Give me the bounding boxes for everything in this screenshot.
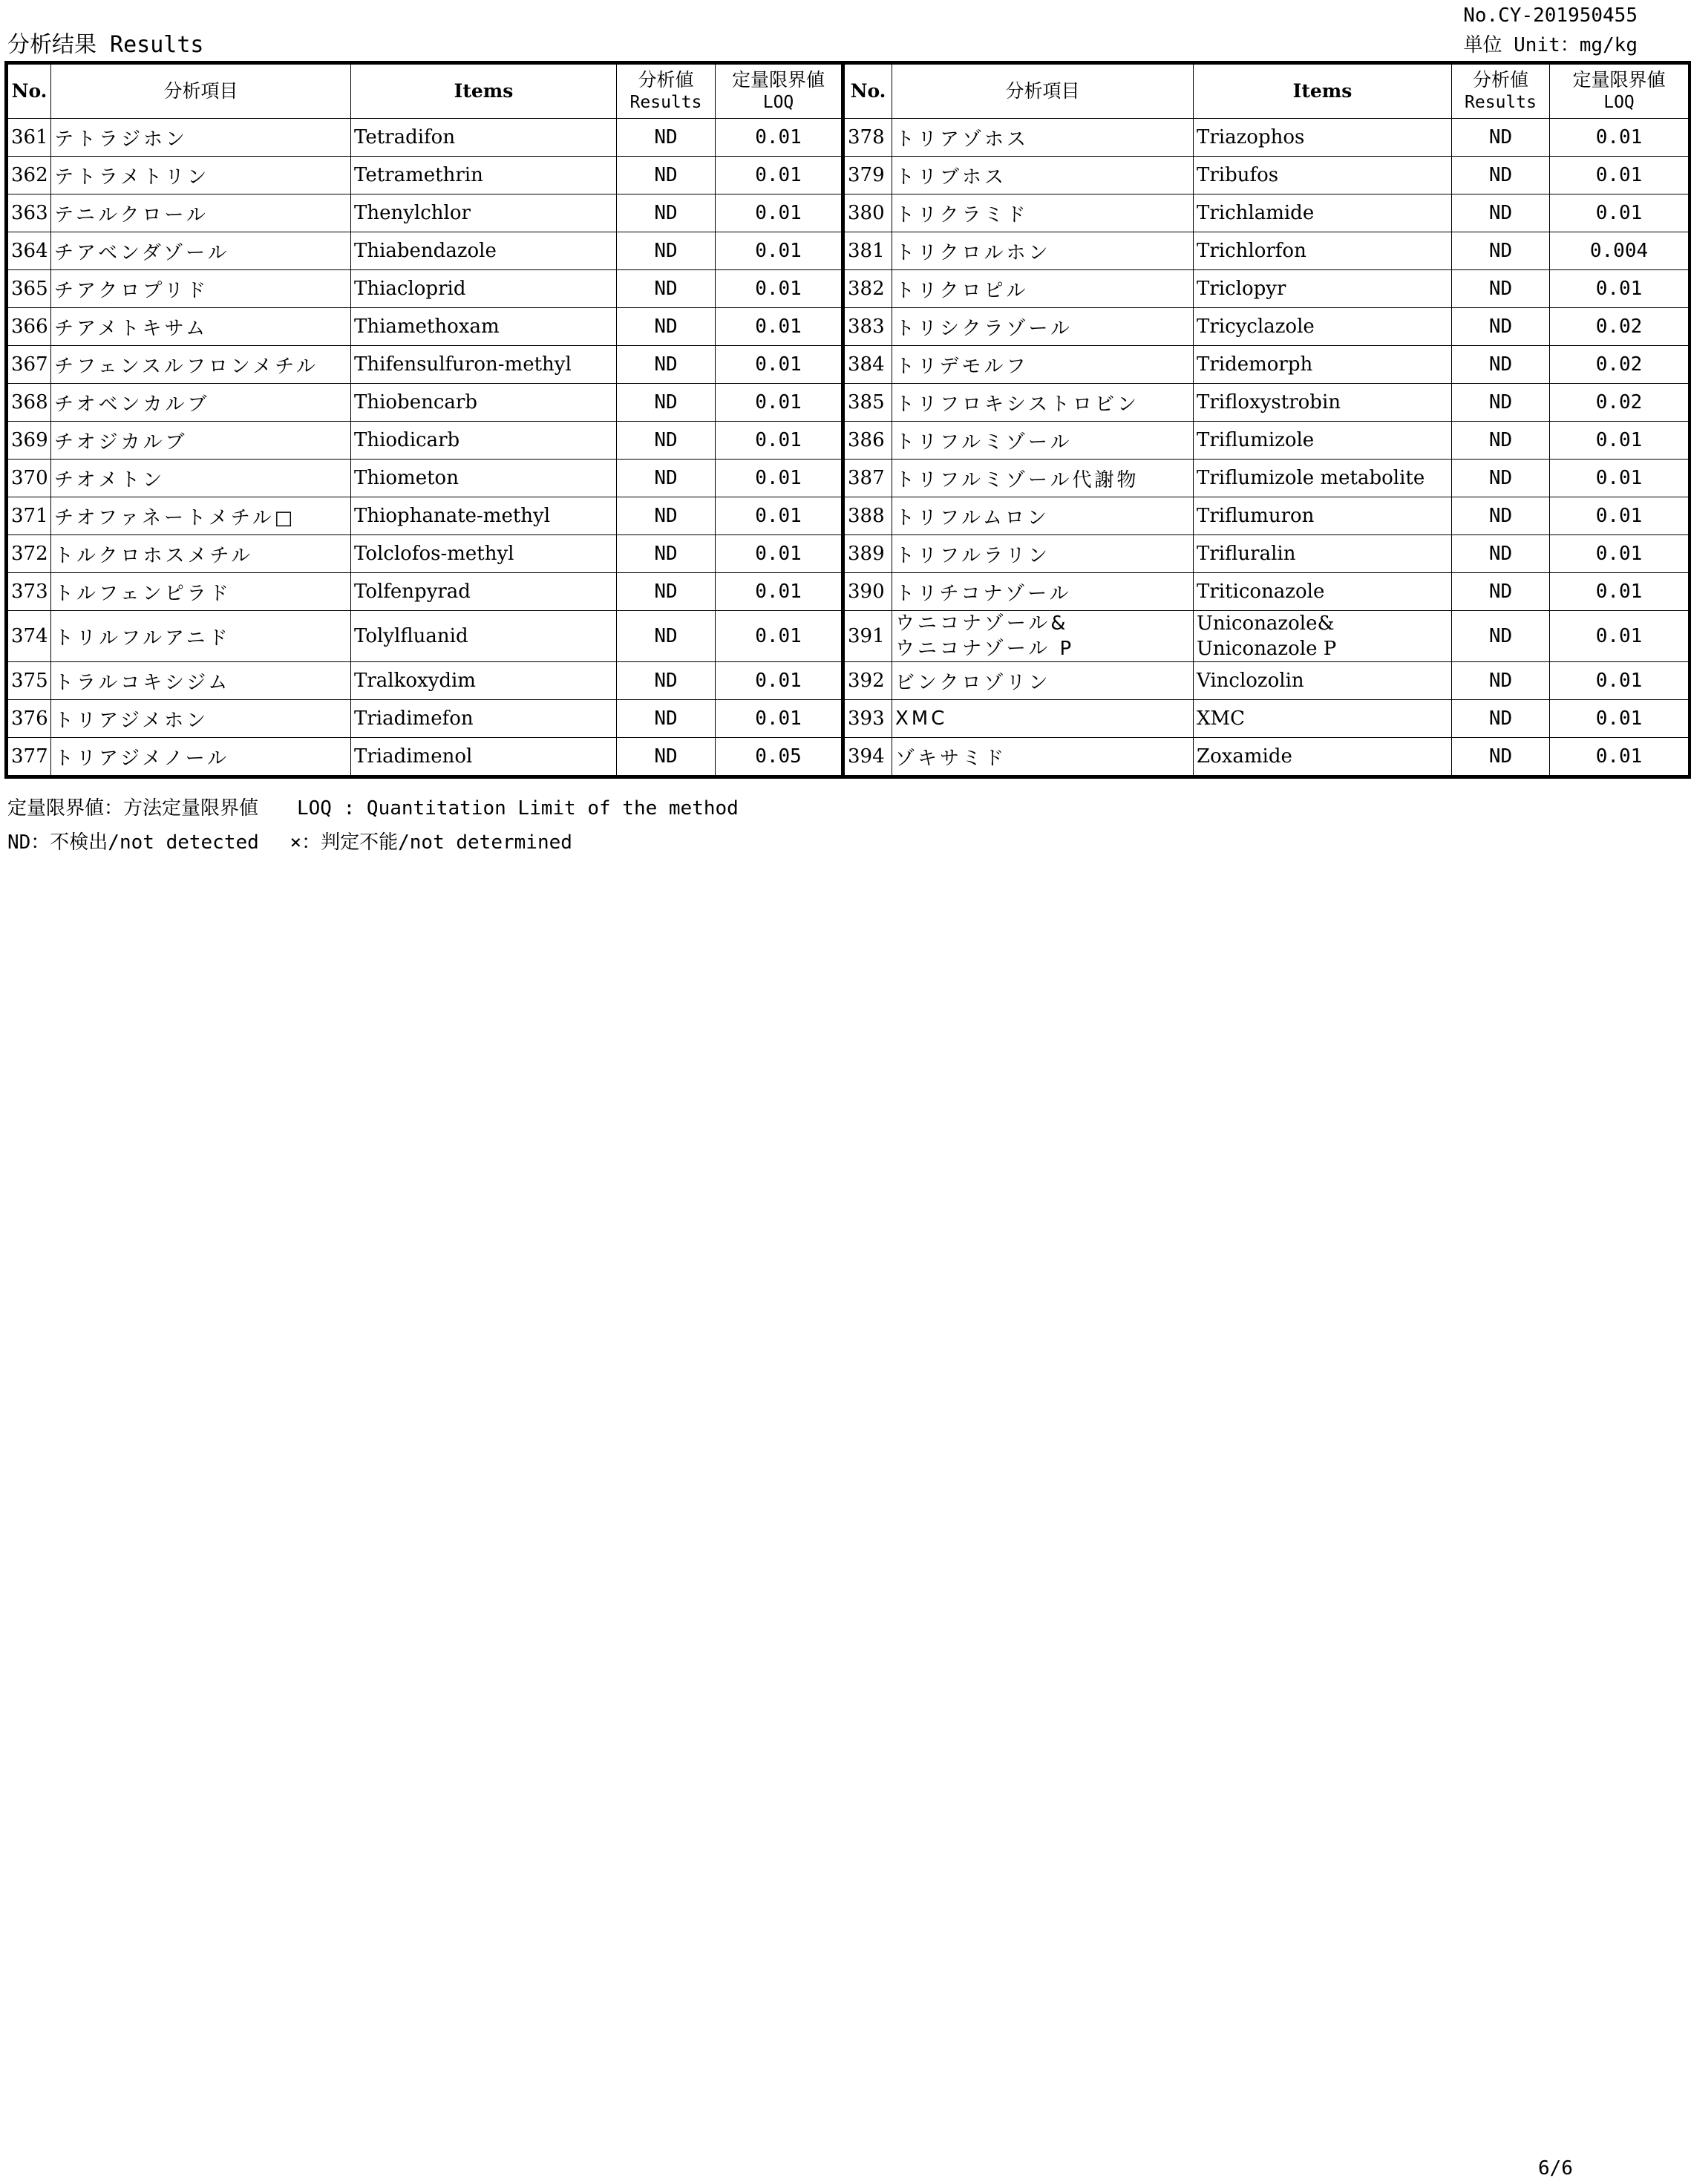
right-item-en-cell: Triazophos — [1194, 119, 1452, 157]
right-item-jp-cell: ビンクロゾリン — [892, 662, 1194, 700]
right-no-cell: 385 — [843, 384, 892, 422]
table-row — [7, 573, 1690, 611]
right-item-en-cell: Triflumizole metabolite — [1194, 460, 1452, 497]
left-item-jp-cell: トラルコキシジム — [51, 662, 351, 700]
right-item-jp-cell: トリチコナゾール — [892, 573, 1194, 611]
right-item-en-cell: Trichlamide — [1194, 194, 1452, 232]
left-item-en-cell: Triadimenol — [351, 738, 617, 777]
left-result-cell: ND — [617, 346, 716, 384]
col-no-right: No. — [843, 63, 892, 119]
left-result-cell: ND — [617, 119, 716, 157]
left-result-cell: ND — [617, 611, 716, 662]
right-result-cell: ND — [1452, 738, 1550, 777]
right-loq-cell: 0.01 — [1550, 270, 1690, 308]
left-result-cell: ND — [617, 738, 716, 777]
legend-nd: ND：不検出/not detected ×：判定不能/not determined — [7, 831, 572, 854]
left-item-jp-cell: チフェンスルフロンメチル — [51, 346, 351, 384]
left-result-cell: ND — [617, 308, 716, 346]
left-item-jp-cell: トリルフルアニド — [51, 611, 351, 662]
left-item-en-cell: Tolfenpyrad — [351, 573, 617, 611]
left-no-cell: 374 — [7, 611, 51, 662]
left-item-jp-cell: チオベンカルブ — [51, 384, 351, 422]
left-item-jp-cell: チオジカルブ — [51, 422, 351, 460]
col-no-left: No. — [7, 63, 51, 119]
right-loq-cell: 0.004 — [1550, 232, 1690, 270]
left-result-cell: ND — [617, 422, 716, 460]
col-item-jp-left: 分析項目 — [51, 63, 351, 119]
right-item-jp-cell: トリフロキシストロビン — [892, 384, 1194, 422]
left-item-en-cell: Thenylchlor — [351, 194, 617, 232]
right-no-cell: 389 — [843, 535, 892, 573]
right-no-cell: 380 — [843, 194, 892, 232]
left-no-cell: 365 — [7, 270, 51, 308]
table-row — [7, 194, 1690, 232]
right-item-jp-cell: トリフルラリン — [892, 535, 1194, 573]
right-result-cell: ND — [1452, 384, 1550, 422]
results-jp-label: 分析値 — [638, 69, 694, 91]
left-item-en-cell: Tralkoxydim — [351, 662, 617, 700]
item-en-line-2: Uniconazole P — [1197, 638, 1337, 660]
right-no-cell: 382 — [843, 270, 892, 308]
right-item-jp-cell: トリクラミド — [892, 194, 1194, 232]
right-loq-cell: 0.01 — [1550, 700, 1690, 738]
left-loq-cell: 0.01 — [716, 270, 843, 308]
left-loq-cell: 0.01 — [716, 497, 843, 535]
table-row — [7, 662, 1690, 700]
left-loq-cell: 0.01 — [716, 460, 843, 497]
right-result-cell: ND — [1452, 611, 1550, 662]
col-loq-left — [716, 63, 843, 119]
left-result-cell: ND — [617, 270, 716, 308]
right-item-jp-cell: XMC — [892, 700, 1194, 738]
left-item-en-cell: Tolylfluanid — [351, 611, 617, 662]
left-loq-cell: 0.01 — [716, 573, 843, 611]
right-item-en-cell: Trichlorfon — [1194, 232, 1452, 270]
right-result-cell: ND — [1452, 270, 1550, 308]
left-item-jp-cell: チアクロプリド — [51, 270, 351, 308]
right-result-cell: ND — [1452, 497, 1550, 535]
right-item-jp-cell: トリアゾホス — [892, 119, 1194, 157]
left-no-cell: 364 — [7, 232, 51, 270]
right-item-jp-cell: ゾキサミド — [892, 738, 1194, 777]
left-item-jp-cell: トルクロホスメチル — [51, 535, 351, 573]
table-row — [7, 384, 1690, 422]
table-row — [7, 157, 1690, 194]
page-number: 6/6 — [1538, 2157, 1573, 2180]
results-jp-label: 分析値 — [1472, 69, 1528, 91]
table-row — [7, 422, 1690, 460]
document-number: No.CY-201950455 — [1463, 4, 1638, 27]
right-result-cell: ND — [1452, 662, 1550, 700]
right-item-en-cell: Triflumizole — [1194, 422, 1452, 460]
left-loq-cell: 0.01 — [716, 157, 843, 194]
loq-jp-label: 定量限界値 — [731, 69, 825, 91]
right-result-cell: ND — [1452, 535, 1550, 573]
right-result-cell: ND — [1452, 308, 1550, 346]
left-item-en-cell: Triadimefon — [351, 700, 617, 738]
left-loq-cell: 0.01 — [716, 308, 843, 346]
col-item-jp-right: 分析項目 — [892, 63, 1194, 119]
left-item-en-cell: Thiabendazole — [351, 232, 617, 270]
left-item-en-cell: Tetradifon — [351, 119, 617, 157]
left-item-jp-cell: テトラメトリン — [51, 157, 351, 194]
right-item-en-cell: Tricyclazole — [1194, 308, 1452, 346]
left-no-cell: 370 — [7, 460, 51, 497]
left-result-cell: ND — [617, 573, 716, 611]
right-result-cell: ND — [1452, 194, 1550, 232]
col-loq-right — [1550, 63, 1690, 119]
right-loq-cell: 0.02 — [1550, 384, 1690, 422]
left-result-cell: ND — [617, 700, 716, 738]
left-item-en-cell: Thiodicarb — [351, 422, 617, 460]
left-item-jp-cell: チオファネートメチル□ — [51, 497, 351, 535]
right-loq-cell: 0.01 — [1550, 535, 1690, 573]
right-no-cell: 387 — [843, 460, 892, 497]
left-loq-cell: 0.01 — [716, 194, 843, 232]
right-item-en-cell: Triticonazole — [1194, 573, 1452, 611]
left-loq-cell: 0.01 — [716, 700, 843, 738]
left-item-jp-cell: トリアジメノール — [51, 738, 351, 777]
right-no-cell: 391 — [843, 611, 892, 662]
left-result-cell: ND — [617, 535, 716, 573]
left-loq-cell: 0.01 — [716, 119, 843, 157]
right-loq-cell: 0.01 — [1550, 573, 1690, 611]
left-loq-cell: 0.01 — [716, 232, 843, 270]
left-no-cell: 377 — [7, 738, 51, 777]
right-loq-cell: 0.01 — [1550, 157, 1690, 194]
left-result-cell: ND — [617, 157, 716, 194]
right-result-cell: ND — [1452, 700, 1550, 738]
left-no-cell: 366 — [7, 308, 51, 346]
right-loq-cell: 0.01 — [1550, 497, 1690, 535]
results-en-label: Results — [1465, 93, 1537, 112]
left-no-cell: 367 — [7, 346, 51, 384]
right-item-en-cell: Zoxamide — [1194, 738, 1452, 777]
table-row — [7, 700, 1690, 738]
left-loq-cell: 0.01 — [716, 535, 843, 573]
right-item-en-cell: Vinclozolin — [1194, 662, 1452, 700]
left-no-cell: 376 — [7, 700, 51, 738]
table-row — [7, 535, 1690, 573]
table-row — [7, 611, 1690, 662]
right-loq-cell: 0.01 — [1550, 460, 1690, 497]
left-item-jp-cell: トルフェンピラド — [51, 573, 351, 611]
table-row — [7, 346, 1690, 384]
right-no-cell: 379 — [843, 157, 892, 194]
right-item-jp-cell: トリデモルフ — [892, 346, 1194, 384]
right-item-jp-cell: トリクロピル — [892, 270, 1194, 308]
right-no-cell: 388 — [843, 497, 892, 535]
right-no-cell: 384 — [843, 346, 892, 384]
right-result-cell: ND — [1452, 232, 1550, 270]
left-item-en-cell: Thifensulfuron-methyl — [351, 346, 617, 384]
right-no-cell: 381 — [843, 232, 892, 270]
col-results-left — [617, 63, 716, 119]
left-no-cell: 371 — [7, 497, 51, 535]
left-item-jp-cell: チアメトキサム — [51, 308, 351, 346]
unit-label: 単位 Unit：mg/kg — [1463, 34, 1638, 56]
left-item-en-cell: Thiamethoxam — [351, 308, 617, 346]
right-loq-cell: 0.01 — [1550, 119, 1690, 157]
right-item-jp-cell: トリフルミゾール代謝物 — [892, 460, 1194, 497]
right-loq-cell: 0.02 — [1550, 346, 1690, 384]
left-no-cell: 375 — [7, 662, 51, 700]
col-results-right — [1452, 63, 1550, 119]
legend-loq: 定量限界値：方法定量限界値 LOQ : Quantitation Limit of the method — [7, 797, 739, 820]
table-row — [7, 270, 1690, 308]
right-item-en-cell: Tribufos — [1194, 157, 1452, 194]
right-item-jp-cell — [892, 611, 1194, 662]
left-item-en-cell: Thiobencarb — [351, 384, 617, 422]
right-no-cell: 392 — [843, 662, 892, 700]
left-result-cell: ND — [617, 460, 716, 497]
left-result-cell: ND — [617, 194, 716, 232]
left-no-cell: 363 — [7, 194, 51, 232]
left-result-cell: ND — [617, 662, 716, 700]
left-loq-cell: 0.01 — [716, 611, 843, 662]
left-loq-cell: 0.05 — [716, 738, 843, 777]
left-loq-cell: 0.01 — [716, 422, 843, 460]
page-title: 分析结果 Results — [7, 32, 204, 58]
right-item-en-cell: XMC — [1194, 700, 1452, 738]
right-loq-cell: 0.02 — [1550, 308, 1690, 346]
right-no-cell: 390 — [843, 573, 892, 611]
right-item-en-cell: Trifloxystrobin — [1194, 384, 1452, 422]
left-result-cell: ND — [617, 497, 716, 535]
loq-jp-label: 定量限界値 — [1572, 69, 1666, 91]
header-row — [7, 63, 1690, 119]
left-no-cell: 362 — [7, 157, 51, 194]
right-result-cell: ND — [1452, 573, 1550, 611]
right-loq-cell: 0.01 — [1550, 422, 1690, 460]
right-item-en-cell: Trifluralin — [1194, 535, 1452, 573]
table-row — [7, 460, 1690, 497]
right-no-cell: 383 — [843, 308, 892, 346]
right-no-cell: 378 — [843, 119, 892, 157]
left-no-cell: 361 — [7, 119, 51, 157]
left-item-jp-cell: テニルクロール — [51, 194, 351, 232]
col-items-right: Items — [1194, 63, 1452, 119]
left-no-cell: 372 — [7, 535, 51, 573]
left-item-en-cell: Thiometon — [351, 460, 617, 497]
table-row — [7, 119, 1690, 157]
loq-en-label: LOQ — [1603, 93, 1635, 112]
item-en-line-1: Uniconazole& — [1197, 612, 1335, 635]
right-no-cell: 386 — [843, 422, 892, 460]
left-no-cell: 368 — [7, 384, 51, 422]
right-item-en-cell: Triclopyr — [1194, 270, 1452, 308]
right-result-cell: ND — [1452, 346, 1550, 384]
right-no-cell: 394 — [843, 738, 892, 777]
table-row — [7, 497, 1690, 535]
left-item-jp-cell: チオメトン — [51, 460, 351, 497]
table-row — [7, 738, 1690, 777]
right-item-jp-cell: トリシクラゾール — [892, 308, 1194, 346]
table-row — [7, 232, 1690, 270]
right-loq-cell: 0.01 — [1550, 738, 1690, 777]
results-table — [4, 61, 1691, 779]
left-item-jp-cell: チアベンダゾール — [51, 232, 351, 270]
left-item-en-cell: Thiophanate-methyl — [351, 497, 617, 535]
left-item-en-cell: Tolclofos-methyl — [351, 535, 617, 573]
left-loq-cell: 0.01 — [716, 346, 843, 384]
right-item-jp-cell: トリフルムロン — [892, 497, 1194, 535]
right-result-cell: ND — [1452, 119, 1550, 157]
right-loq-cell: 0.01 — [1550, 662, 1690, 700]
right-item-en-cell: Tridemorph — [1194, 346, 1452, 384]
left-item-en-cell: Thiacloprid — [351, 270, 617, 308]
left-no-cell: 373 — [7, 573, 51, 611]
left-result-cell: ND — [617, 232, 716, 270]
loq-en-label: LOQ — [762, 93, 794, 112]
left-loq-cell: 0.01 — [716, 662, 843, 700]
right-item-jp-cell: トリブホス — [892, 157, 1194, 194]
results-en-label: Results — [629, 93, 702, 112]
col-items-left: Items — [351, 63, 617, 119]
left-loq-cell: 0.01 — [716, 384, 843, 422]
right-loq-cell: 0.01 — [1550, 194, 1690, 232]
left-item-jp-cell: テトラジホン — [51, 119, 351, 157]
right-item-en-cell: Triflumuron — [1194, 497, 1452, 535]
left-item-jp-cell: トリアジメホン — [51, 700, 351, 738]
right-result-cell: ND — [1452, 157, 1550, 194]
table-row — [7, 308, 1690, 346]
right-item-jp-cell: トリクロルホン — [892, 232, 1194, 270]
right-loq-cell: 0.01 — [1550, 611, 1690, 662]
item-jp-line-1: ウニコナゾール& — [895, 612, 1069, 635]
left-no-cell: 369 — [7, 422, 51, 460]
left-result-cell: ND — [617, 384, 716, 422]
right-no-cell: 393 — [843, 700, 892, 738]
left-item-en-cell: Tetramethrin — [351, 157, 617, 194]
right-result-cell: ND — [1452, 460, 1550, 497]
right-item-jp-cell: トリフルミゾール — [892, 422, 1194, 460]
item-jp-line-2: ウニコナゾール P — [895, 638, 1075, 660]
right-result-cell: ND — [1452, 422, 1550, 460]
right-item-en-cell — [1194, 611, 1452, 662]
